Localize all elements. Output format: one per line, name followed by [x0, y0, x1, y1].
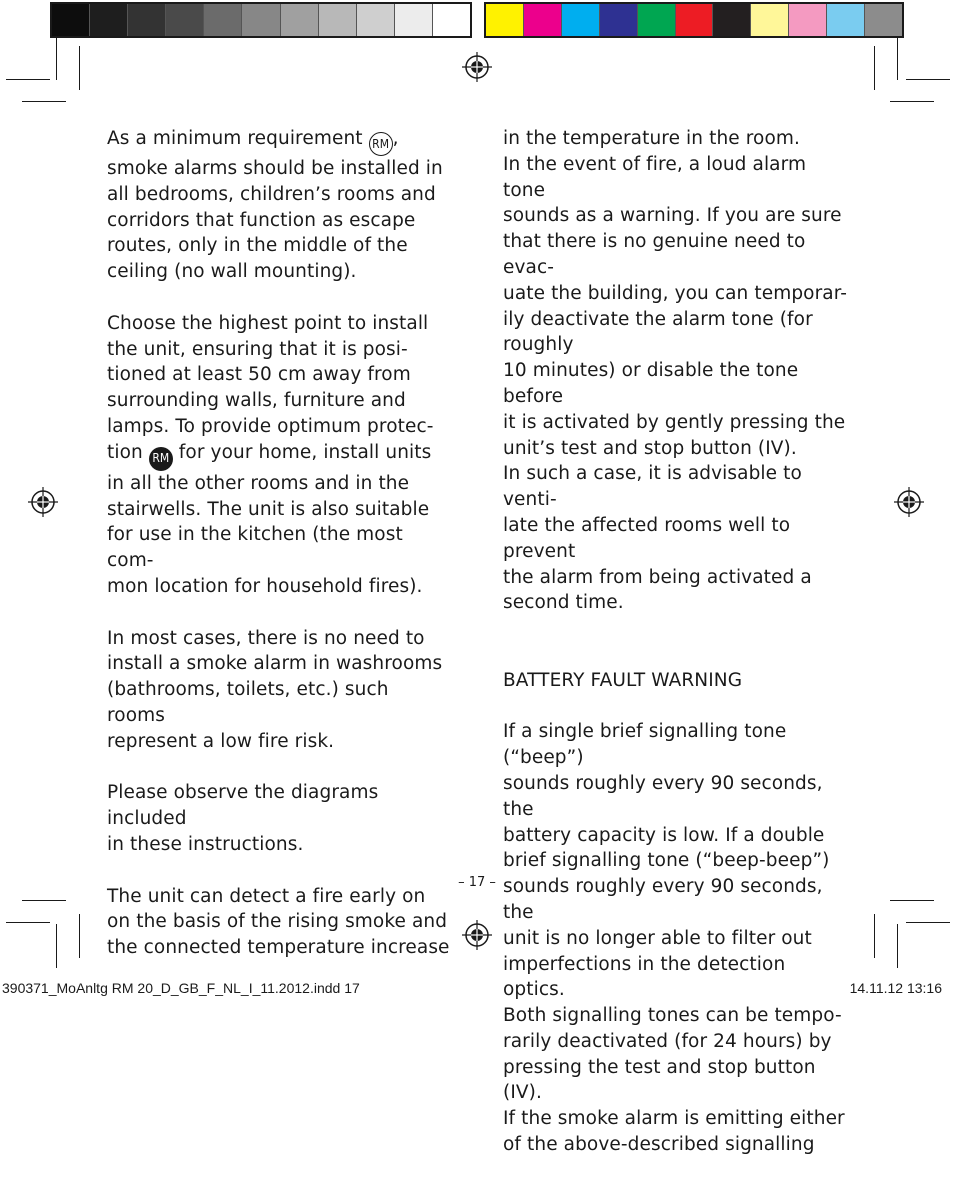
crop-mark	[79, 914, 80, 958]
color-swatch	[395, 4, 433, 36]
color-swatch	[638, 4, 676, 36]
color-swatch	[433, 4, 470, 36]
registration-mark-icon	[894, 487, 924, 517]
color-swatch	[242, 4, 280, 36]
footer-datetime: 14.11.12 13:16	[849, 980, 942, 996]
crop-mark	[56, 924, 57, 968]
grayscale-control-strip	[50, 2, 472, 38]
page-number: – 17 –	[458, 875, 496, 890]
crop-mark	[79, 46, 80, 90]
paragraph-battery-fault: If a single brief signalling tone (“beep”) sounds roughly every 90 seconds, the battery capacity is low. If a double brief signalling tone (“beep-beep”) sounds roughly every 90 seconds, the unit is no longer able to filter out imperfections in the detection optics. Both signalling tones can be tempo- rarily deactivated (for 24 hours) by pressing the test and stop button (IV). If the smoke alarm is emitting either of the above-described signalling	[503, 721, 845, 1156]
color-swatch	[166, 4, 204, 36]
paragraph-installation-position: Choose the highest point to install the unit, ensuring that it is posi- tioned at least 50 cm away from surrounding walls, furniture and lamps. To provide optimum protec- tion RM for your home, install units in all the other rooms and in the stairwells. The unit is also suitable for use in the kitchen (the most com- mon location for household fires).	[107, 312, 434, 597]
crop-mark	[22, 900, 66, 901]
crop-mark	[906, 922, 950, 923]
crop-mark	[897, 924, 898, 968]
color-swatch	[357, 4, 395, 36]
color-swatch	[281, 4, 319, 36]
color-swatch	[789, 4, 827, 36]
crop-mark	[906, 79, 950, 80]
color-swatch	[676, 4, 714, 36]
crop-mark	[56, 36, 57, 80]
paragraph-washrooms: In most cases, there is no need to install a smoke alarm in washrooms (bathrooms, toilets, etc.) such rooms represent a low fire risk.	[107, 627, 443, 752]
crop-mark	[874, 46, 875, 90]
crop-mark	[874, 914, 875, 958]
color-swatch	[827, 4, 865, 36]
paragraph-alarm-tone: in the temperature in the room. In the event of fire, a loud alarm tone sounds as a warning. If you are sure that there is no genuine need to evac- uate the building, you can temporar- ily deactivate the alarm tone (for roughly 10 minutes) or disable the tone before it is activated by gently pressing the unit’s test and stop button (IV). In such a case, it is advisable to venti- late the affected rooms well to prevent the alarm from being activated a second time.	[503, 128, 848, 614]
right-text-column	[503, 126, 851, 1184]
crop-mark	[6, 79, 50, 80]
crop-mark	[6, 922, 50, 923]
section-heading-battery-fault: BATTERY FAULT WARNING	[503, 669, 743, 691]
rm-solid-badge-icon: RM	[149, 447, 173, 471]
left-text-column	[107, 126, 452, 987]
crop-mark	[897, 36, 898, 80]
color-swatch	[204, 4, 242, 36]
registration-mark-icon	[462, 52, 492, 82]
crop-mark	[890, 101, 934, 102]
color-swatch	[524, 4, 562, 36]
paragraph-detection: The unit can detect a fire early on on the basis of the rising smoke and the connected temperature increase	[107, 885, 450, 959]
color-swatch	[90, 4, 128, 36]
crop-mark	[890, 900, 934, 901]
color-swatch	[865, 4, 902, 36]
color-swatch	[486, 4, 524, 36]
paragraph-installation-minimum: As a minimum requirement RM , smoke alarms should be installed in all bedrooms, children’s rooms and corridors that function as escape routes, only in the middle of the ceiling (no wall mounting).	[107, 128, 443, 283]
registration-mark-icon	[462, 920, 492, 950]
paragraph-diagrams: Please observe the diagrams included in these instructions.	[107, 782, 379, 855]
rm-outline-badge-icon: RM	[369, 132, 393, 156]
color-control-strip	[484, 2, 904, 38]
registration-mark-icon	[28, 487, 58, 517]
color-swatch	[713, 4, 751, 36]
color-swatch	[52, 4, 90, 36]
footer-file-info: 390371_MoAnltg RM 20_D_GB_F_NL_I_11.2012.indd 17	[2, 980, 360, 996]
color-swatch	[751, 4, 789, 36]
crop-mark	[22, 101, 66, 102]
color-swatch	[128, 4, 166, 36]
color-swatch	[319, 4, 357, 36]
color-swatch	[600, 4, 638, 36]
color-swatch	[562, 4, 600, 36]
